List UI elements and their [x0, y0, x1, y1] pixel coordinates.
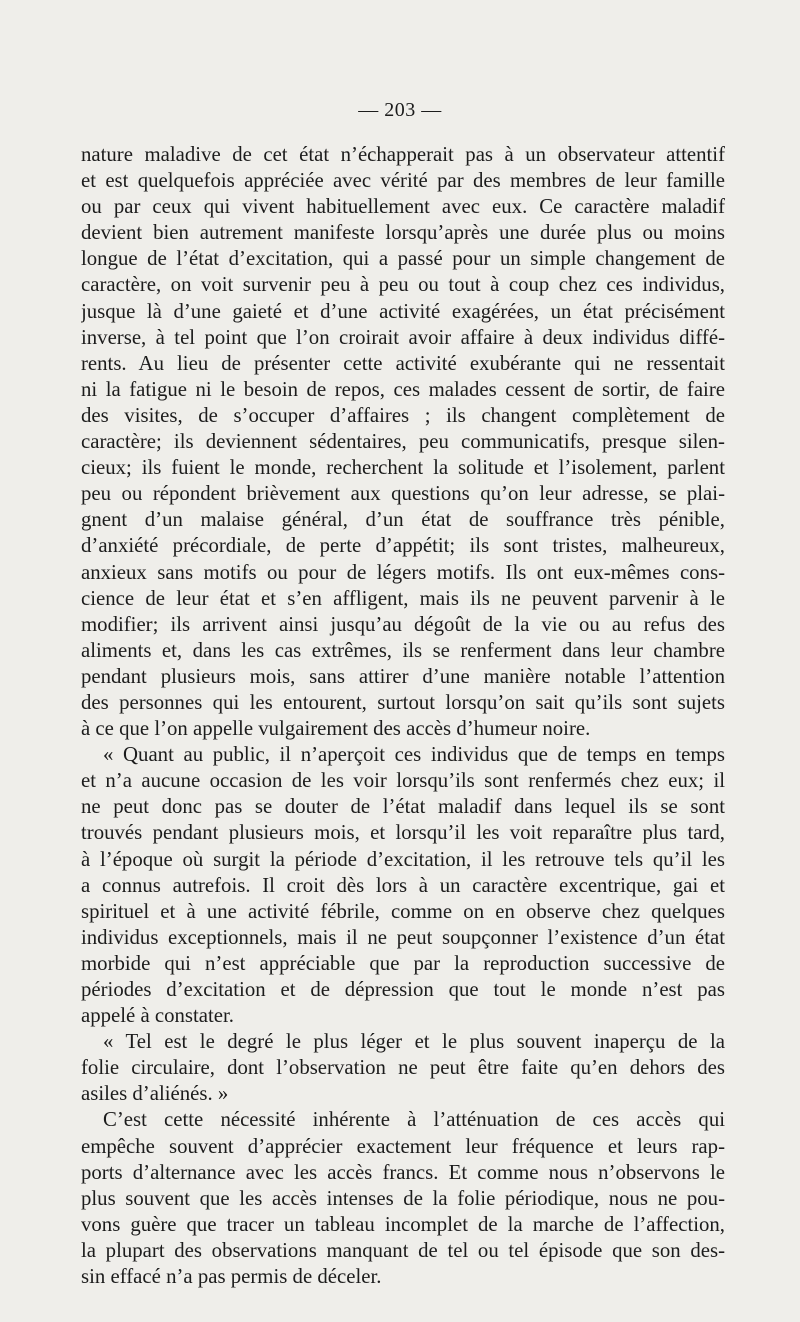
text-line: a connus autrefois. Il croit dès lors à un caractère excentrique, gai et — [81, 873, 725, 897]
text-line: appelé à constater. — [81, 1004, 235, 1028]
text-line: « Quant au public, il n’aperçoit ces individus que de temps en temps — [103, 743, 725, 767]
text-line: nature maladive de cet état n’échapperait pas à un observateur attentif — [81, 143, 725, 166]
text-line: rents. Au lieu de présenter cette activité exubérante qui ne ressentait — [81, 351, 725, 375]
text-line: anxieux sans motifs ou pour de légers motifs. Ils ont eux-mêmes cons- — [81, 560, 725, 584]
text-line: des personnes qui les entourent, surtout lorsqu’on sait qu’ils sont sujets — [81, 690, 725, 714]
text-line: d’anxiété précordiale, de perte d’appétit; ils sont tristes, malheureux, — [81, 534, 725, 558]
text-line: inverse, à tel point que l’on croirait avoir affaire à deux individus diffé- — [81, 325, 725, 349]
text-line: ports d’alternance avec les accès francs. Et comme nous n’observons le — [81, 1160, 725, 1184]
text-line: longue de l’état d’excitation, qui a passé pour un simple changement de — [81, 247, 725, 271]
text-line: caractère, on voit survenir peu à peu ou tout à coup chez ces individus, — [81, 273, 725, 297]
text-line: et n’a aucune occasion de les voir lorsqu’ils sont renfermés chez eux; il — [81, 769, 725, 793]
text-line: sin effacé n’a pas permis de déceler. — [81, 1265, 382, 1289]
text-line: aliments et, dans les cas extrêmes, ils se renferment dans leur chambre — [81, 638, 725, 662]
text-line: folie circulaire, dont l’observation ne peut être faite qu’en dehors des — [81, 1056, 725, 1080]
page-number: — 203 — — [358, 99, 442, 121]
text-line: cience de leur état et s’en affligent, mais ils ne peuvent parvenir à le — [81, 586, 725, 610]
body-text — [81, 142, 725, 1290]
text-line: caractère; ils deviennent sédentaires, peu communicatifs, presque silen- — [81, 430, 725, 454]
text-line: spirituel et à une activité fébrile, comme on en observe chez quelques — [81, 899, 725, 923]
text-line: trouvés pendant plusieurs mois, et lorsqu’il les voit reparaître plus tard, — [81, 821, 725, 845]
text-line: peu ou répondent brièvement aux questions qu’on leur adresse, se plai- — [81, 482, 725, 506]
text-line: à l’époque où surgit la période d’excitation, il les retrouve tels qu’il les — [81, 847, 725, 871]
text-line: gnent d’un malaise général, d’un état de souffrance très pénible, — [81, 508, 725, 532]
text-line: cieux; ils fuient le monde, recherchent la solitude et l’isolement, parlent — [81, 456, 725, 480]
text-line: ne peut donc pas se douter de l’état maladif dans lequel ils se sont — [81, 795, 725, 819]
text-line: périodes d’excitation et de dépression que tout le monde n’est pas — [81, 978, 725, 1001]
text-line: vons guère que tracer un tableau incomplet de la marche de l’affection, — [81, 1212, 725, 1236]
text-line: morbide qui n’est appréciable que par la reproduction successive de — [81, 951, 725, 975]
text-line: « Tel est le degré le plus léger et le plus souvent inaperçu de la — [103, 1030, 725, 1054]
text-line: ou par ceux qui vivent habituellement avec eux. Ce caractère maladif — [81, 195, 725, 219]
text-line: pendant plusieurs mois, sans attirer d’une manière notable l’attention — [81, 664, 725, 688]
text-line: devient bien autrement manifeste lorsqu’après une durée plus ou moins — [81, 221, 725, 245]
text-line: à ce que l’on appelle vulgairement des accès d’humeur noire. — [81, 717, 591, 741]
text-line: asiles d’aliénés. » — [81, 1082, 229, 1106]
text-line: jusque là d’une gaieté et d’une activité exagérées, un état précisément — [81, 299, 725, 323]
text-line: des visites, de s’occuper d’affaires ; ils changent complètement de — [81, 403, 725, 427]
text-line: et est quelquefois appréciée avec vérité par des membres de leur famille — [81, 169, 725, 193]
text-line: empêche souvent d’apprécier exactement leur fréquence et leurs rap- — [81, 1134, 725, 1158]
text-line: individus exceptionnels, mais il ne peut soupçonner l’existence d’un état — [81, 925, 725, 949]
text-line: la plupart des observations manquant de tel ou tel épisode que son des- — [81, 1238, 725, 1262]
text-line: C’est cette nécessité inhérente à l’atténuation de ces accès qui — [103, 1108, 725, 1132]
text-line: plus souvent que les accès intenses de la folie périodique, nous ne pou- — [81, 1186, 725, 1210]
text-line: modifier; ils arrivent ainsi jusqu’au dégoût de la vie ou au refus des — [81, 612, 725, 636]
text-line: ni la fatigue ni le besoin de repos, ces malades cessent de sortir, de faire — [81, 377, 725, 401]
